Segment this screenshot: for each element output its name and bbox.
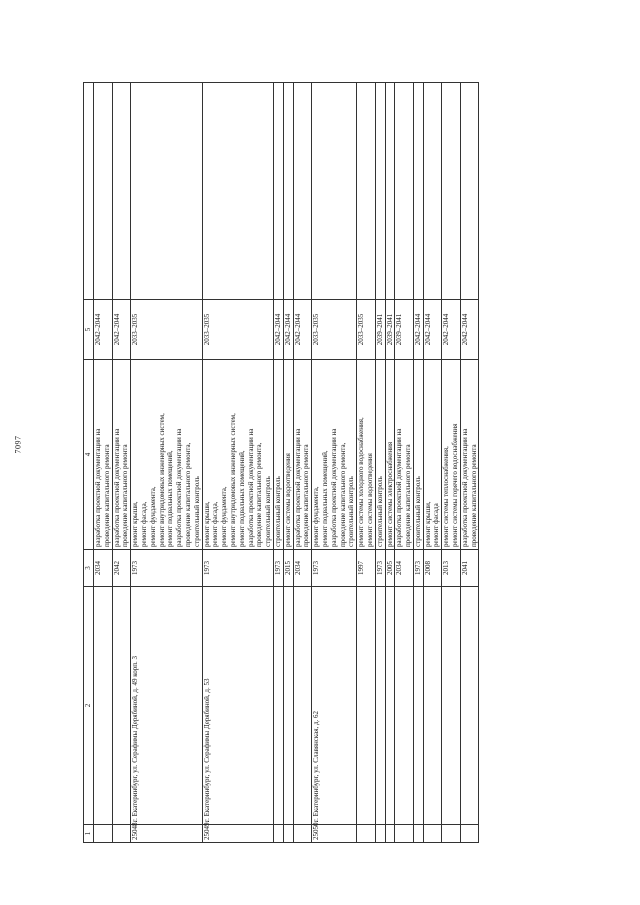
works-cell (94, 360, 113, 550)
period-cell: 2039–2041 (375, 300, 385, 360)
work-item: ремонт крыши, (202, 501, 211, 547)
row-number-cell (293, 825, 312, 843)
blank-column-cell (442, 83, 461, 300)
period-cell: 2042–2044 (283, 300, 293, 360)
works-cell (283, 360, 293, 550)
address-cell: г. Екатеринбург, ул. Славянская, д. 62 (312, 587, 357, 825)
year-cell: 1973 (312, 550, 357, 587)
work-item: проведение капитального ремонта, (183, 442, 192, 547)
table-row (395, 83, 414, 843)
work-item: ремонт системы горячего водоснабжения (451, 423, 460, 547)
address-cell (112, 587, 131, 825)
work-item: разработка проектной документации на (94, 428, 102, 547)
work-item: ремонт фундамента, (148, 486, 157, 547)
table-row (312, 83, 357, 843)
work-item: ремонт фасада, (211, 501, 220, 547)
row-number-cell (283, 825, 293, 843)
row-number-cell (94, 825, 113, 843)
work-item: строительный контроль (347, 476, 356, 547)
table-row (357, 83, 376, 843)
work-item: ремонт фасада, (139, 501, 148, 547)
period-cell: 2042–2044 (273, 300, 283, 360)
works-cell (202, 360, 273, 550)
table-body (84, 83, 479, 843)
work-item: ремонт внутридомовых инженерных систем, (157, 413, 166, 547)
works-cell (375, 360, 385, 550)
address-cell (375, 587, 385, 825)
table-row (283, 83, 293, 843)
period-cell: 2042–2044 (460, 300, 479, 360)
work-item: ремонт системы электроснабжения (385, 441, 394, 547)
work-item: проведение капитального ремонта (302, 444, 311, 547)
blank-column-cell (112, 83, 131, 300)
work-item: разработка проектной документации на (395, 428, 404, 547)
period-cell: 2042–2044 (112, 300, 131, 360)
table-row (442, 83, 461, 843)
year-cell: 2034 (293, 550, 312, 587)
period-cell: 2039–2041 (395, 300, 414, 360)
blank-column-cell (357, 83, 376, 300)
header-row (84, 83, 94, 843)
address-cell (283, 587, 293, 825)
row-number-cell (395, 825, 414, 843)
table-row (273, 83, 283, 843)
row-number-cell: 25050. (312, 825, 357, 843)
year-cell: 2005 (385, 550, 395, 587)
address-cell: г. Екатеринбург, ул. Серафимы Дерябиной, д. 53 (202, 587, 273, 825)
repair-schedule-table (83, 82, 479, 843)
row-number-cell (413, 825, 423, 843)
year-cell: 1973 (413, 550, 423, 587)
work-item: ремонт крыши, (423, 501, 432, 547)
work-item: строительный контроль (264, 476, 273, 547)
blank-column-cell (460, 83, 479, 300)
blank-column-cell (94, 83, 113, 300)
blank-column-cell (273, 83, 283, 300)
table-row (413, 83, 423, 843)
header-cell-5: 5 (84, 300, 94, 360)
blank-column-cell (202, 83, 273, 300)
work-item: ремонт фасада (432, 503, 441, 547)
year-cell: 1973 (375, 550, 385, 587)
work-item: проведение капитального ремонта (102, 444, 111, 547)
work-item: ремонт внутридомовых инженерных систем, (228, 413, 237, 547)
address-cell (94, 587, 113, 825)
blank-column-cell (395, 83, 414, 300)
row-number-cell (385, 825, 395, 843)
period-cell: 2042–2044 (413, 300, 423, 360)
table-row (423, 83, 442, 843)
year-cell: 1973 (202, 550, 273, 587)
blank-column-cell (413, 83, 423, 300)
work-item: ремонт системы водоотведения (365, 453, 374, 547)
header-cell-1: 1 (84, 825, 94, 843)
work-item: разработка проектной документации на (175, 428, 184, 547)
address-cell (395, 587, 414, 825)
year-cell: 1973 (131, 550, 202, 587)
work-item: проведение капитального ремонта, (255, 442, 264, 547)
table-row (375, 83, 385, 843)
blank-column-cell (131, 83, 202, 300)
work-item: разработка проектной документации на (329, 428, 338, 547)
works-cell (357, 360, 376, 550)
period-cell: 2039–2041 (385, 300, 395, 360)
table-row (94, 83, 113, 843)
period-cell: 2042–2044 (423, 300, 442, 360)
blank-column-cell (312, 83, 357, 300)
work-item: ремонт фундамента, (312, 486, 321, 547)
row-number-cell (273, 825, 283, 843)
header-cell-4: 4 (84, 360, 94, 550)
year-cell: 2042 (112, 550, 131, 587)
year-cell: 2008 (423, 550, 442, 587)
year-cell: 2034 (94, 550, 113, 587)
blank-column-cell (283, 83, 293, 300)
address-cell (442, 587, 461, 825)
works-cell (460, 360, 479, 550)
work-item: ремонт системы водоотведения (283, 453, 292, 547)
address-cell (273, 587, 283, 825)
header-cell-3: 3 (84, 550, 94, 587)
work-item: разработка проектной документации на (112, 428, 121, 547)
works-cell (312, 360, 357, 550)
work-item: строительный контроль (273, 476, 282, 547)
header-cell-2: 2 (84, 587, 94, 825)
period-cell: 2042–2044 (293, 300, 312, 360)
work-item: проведение капитального ремонта (404, 444, 413, 547)
table-row (293, 83, 312, 843)
works-cell (273, 360, 283, 550)
work-item: разработка проектной документации на (460, 428, 469, 547)
address-cell (413, 587, 423, 825)
work-item: разработка проектной документации на (293, 428, 302, 547)
blank-column-cell (423, 83, 442, 300)
period-cell: 2042–2044 (442, 300, 461, 360)
year-cell: 2015 (283, 550, 293, 587)
year-cell: 2013 (442, 550, 461, 587)
work-item: проведение капитального ремонта (469, 444, 478, 547)
blank-column-cell (293, 83, 312, 300)
work-item: ремонт системы холодного водоснабжения, (357, 417, 366, 547)
works-cell (442, 360, 461, 550)
blank-column-cell (385, 83, 395, 300)
work-item: ремонт подвальных помещений, (320, 450, 329, 547)
works-cell (385, 360, 395, 550)
table-row (202, 83, 273, 843)
row-number-cell (112, 825, 131, 843)
year-cell: 2041 (460, 550, 479, 587)
works-cell (395, 360, 414, 550)
row-number-cell (357, 825, 376, 843)
blank-column-cell (375, 83, 385, 300)
table-row (460, 83, 479, 843)
work-item: ремонт подвальных помещений, (237, 450, 246, 547)
year-cell: 2034 (395, 550, 414, 587)
blank-column-cell (84, 83, 94, 300)
row-number-cell (460, 825, 479, 843)
work-item: проведение капитального ремонта (121, 444, 130, 547)
work-item: строительный контроль (413, 476, 422, 547)
work-item: строительный контроль (192, 476, 201, 547)
address-cell (460, 587, 479, 825)
works-cell (423, 360, 442, 550)
period-cell: 2033–2035 (357, 300, 376, 360)
works-cell (413, 360, 423, 550)
period-cell: 2033–2035 (202, 300, 273, 360)
year-cell: 1973 (273, 550, 283, 587)
address-cell (293, 587, 312, 825)
row-number-cell (442, 825, 461, 843)
table-row (112, 83, 131, 843)
work-item: ремонт крыши, (131, 501, 140, 547)
year-cell: 1997 (357, 550, 376, 587)
row-number-cell (423, 825, 442, 843)
page-number: 7097 (13, 435, 23, 454)
work-item: строительный контроль (375, 476, 384, 547)
rotated-page-content (83, 83, 601, 843)
works-cell (112, 360, 131, 550)
row-number-cell (375, 825, 385, 843)
period-cell: 2042–2044 (94, 300, 113, 360)
works-cell (293, 360, 312, 550)
work-item: проведение капитального ремонта, (338, 442, 347, 547)
address-cell (385, 587, 395, 825)
address-cell: г. Екатеринбург, ул. Серафимы Дерябиной, д. 49 корп. 3 (131, 587, 202, 825)
work-item: ремонт системы теплоснабжения, (442, 446, 451, 547)
address-cell (423, 587, 442, 825)
work-item: разработка проектной документации на (246, 428, 255, 547)
period-cell: 2033–2035 (131, 300, 202, 360)
row-number-cell: 25048. (131, 825, 202, 843)
table-row (131, 83, 202, 843)
works-cell (131, 360, 202, 550)
row-number-cell: 25049. (202, 825, 273, 843)
address-cell (357, 587, 376, 825)
work-item: ремонт подвальных помещений, (166, 450, 175, 547)
table-row (385, 83, 395, 843)
period-cell: 2033–2035 (312, 300, 357, 360)
work-item: ремонт фундамента, (220, 486, 229, 547)
